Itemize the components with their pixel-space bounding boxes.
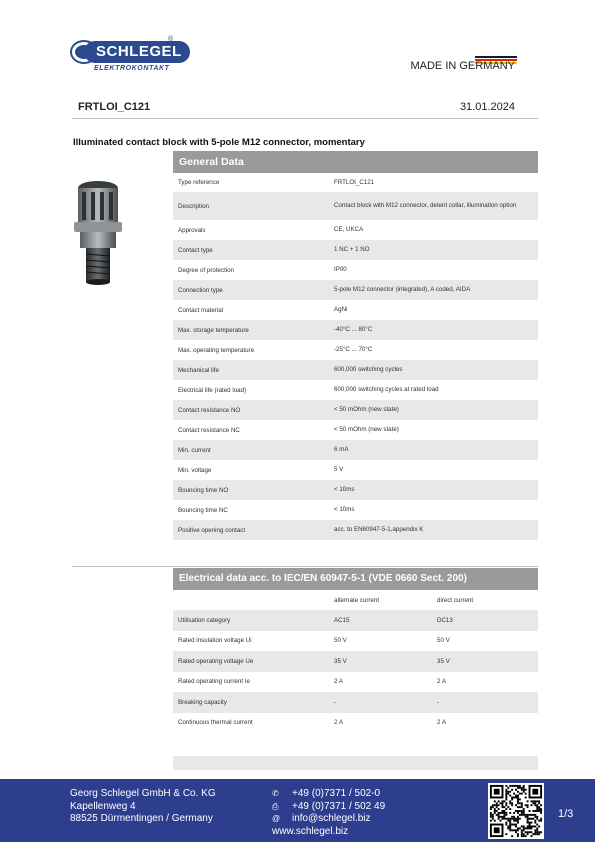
table-row	[173, 400, 538, 420]
qr-code[interactable]	[488, 783, 544, 839]
row-label: Type reference	[178, 179, 220, 186]
row-label: Contact type	[178, 246, 213, 254]
table-row	[173, 240, 538, 260]
street: Kapellenweg 4	[70, 800, 136, 812]
table-row	[173, 692, 538, 713]
dc-value: 2 A	[437, 719, 446, 727]
email-link[interactable]: info@schlegel.biz	[292, 813, 371, 824]
row-value: < 50 mOhm (new state)	[334, 406, 399, 413]
row-label: Degree of protection	[178, 266, 235, 274]
row-value: < 10ms	[334, 486, 355, 493]
row-label: Rated operating current Ie	[178, 678, 250, 686]
table-row	[173, 360, 538, 380]
row-label: Electrical life (rated load)	[178, 386, 247, 394]
document-id: FRTLOI_C121	[78, 101, 151, 113]
row-value: AgNi	[334, 306, 348, 313]
electrical-data-table	[173, 568, 538, 733]
row-label: Utilisation category	[178, 616, 231, 624]
website-link[interactable]: www.schlegel.biz	[272, 825, 349, 837]
ac-value: 50 V	[334, 637, 347, 645]
table-row	[173, 631, 538, 652]
row-label: Connection type	[178, 286, 223, 294]
ac-value: 35 V	[334, 657, 347, 665]
row-label: Bouncing time NC	[178, 506, 228, 514]
table-row	[173, 320, 538, 340]
email-icon: @	[272, 814, 281, 823]
row-label: Continuous thermal current	[178, 719, 253, 727]
phone-number[interactable]: +49 (0)7371 / 502-0	[292, 788, 381, 799]
electrical-column-headers	[173, 590, 538, 610]
row-label: Positive opening contact	[178, 526, 246, 534]
table-row	[173, 260, 538, 280]
table-end-band	[173, 756, 538, 770]
dc-value: 2 A	[437, 678, 446, 686]
ac-value: -	[334, 698, 337, 706]
row-value: IP00	[334, 266, 347, 273]
row-value: FRTLOI_C121	[334, 178, 375, 186]
table-row	[173, 192, 538, 220]
row-label: Contact material	[178, 306, 224, 314]
general-data-rows	[173, 173, 538, 540]
row-value: < 10ms	[334, 506, 355, 513]
row-value: < 50 mOhm (new state)	[334, 426, 399, 433]
row-label: Min. current	[178, 446, 211, 454]
row-label: Contact resistance NC	[178, 426, 240, 434]
row-value: 5 V	[334, 466, 344, 473]
row-value: Contact block with M12 connector, detent collar, illumination option	[334, 202, 517, 209]
footer	[0, 779, 595, 842]
electrical-data-rows	[173, 610, 538, 733]
dc-value: 35 V	[437, 657, 450, 665]
row-label: Breaking capacity	[178, 698, 227, 706]
company-name: Georg Schlegel GmbH & Co. KG	[70, 788, 216, 799]
row-label: Contact resistance NO	[178, 406, 241, 414]
product-image	[60, 172, 140, 292]
row-label: Approvals	[178, 226, 206, 234]
section-divider	[72, 566, 538, 567]
table-row	[173, 280, 538, 300]
column-header-dc: direct current	[437, 596, 474, 604]
row-label: Mechanical life	[178, 366, 219, 374]
made-in-germany-label: MADE IN GERMANY	[410, 60, 515, 72]
row-label: Bouncing time NO	[178, 486, 229, 494]
company-logo	[70, 38, 180, 74]
product-title: Illuminated contact block with 5-pole M12 connector, momentary	[73, 137, 365, 148]
row-label: Max. operating temperature	[178, 346, 255, 354]
fax-icon: ⎙	[272, 801, 279, 811]
table-row	[173, 380, 538, 400]
table-row	[173, 460, 538, 480]
row-value: acc. to EN60947-5-1,appendix K	[334, 526, 424, 533]
table-row	[173, 672, 538, 693]
page-number: 1/3	[558, 808, 574, 820]
table-row	[173, 520, 538, 540]
dc-value: -	[437, 698, 440, 706]
general-data-table	[173, 151, 538, 540]
row-label: Max. storage temperature	[178, 326, 249, 334]
dc-value: DC13	[437, 616, 453, 624]
row-label: Rated operating voltage Ue	[178, 657, 254, 665]
dc-value: 50 V	[437, 637, 450, 645]
ac-value: AC15	[334, 616, 350, 624]
row-value: 600,000 switching cycles at rated load	[334, 386, 439, 393]
table-row	[173, 610, 538, 631]
general-data-heading: General Data	[173, 151, 538, 173]
table-row	[173, 713, 538, 734]
table-row	[173, 220, 538, 240]
row-value: 6 mA	[334, 446, 349, 453]
ac-value: 2 A	[334, 678, 343, 686]
table-row	[173, 300, 538, 320]
ac-value: 2 A	[334, 719, 343, 727]
table-row	[173, 340, 538, 360]
row-value: 5-pole M12 connector (integrated), A coded, AIDA	[334, 286, 471, 293]
row-value: -25°C ... 70°C	[334, 346, 373, 353]
table-row	[173, 651, 538, 672]
row-value: 1 NC + 1 NO	[334, 246, 370, 253]
header-divider	[72, 118, 538, 119]
logo-wordmark: SCHLEGEL	[84, 41, 190, 63]
phone-icon: ✆	[272, 789, 279, 798]
row-label: Rated insulation voltage Ui	[178, 637, 252, 645]
row-value: 600,000 switching cycles	[334, 366, 403, 373]
column-header-ac: alternate current	[334, 596, 380, 604]
table-row	[173, 440, 538, 460]
flag-stripe-black	[475, 56, 517, 58]
table-row	[173, 500, 538, 520]
footer-contacts	[272, 788, 385, 838]
table-row	[173, 173, 538, 192]
footer-address	[70, 788, 216, 826]
city: 88525 Dürmentingen / Germany	[70, 813, 213, 824]
document-date: 31.01.2024	[459, 101, 515, 113]
logo-registered-mark: ®	[168, 36, 174, 43]
table-row	[173, 480, 538, 500]
table-row	[173, 420, 538, 440]
row-value: CE, UKCA	[334, 226, 364, 233]
row-value: -40°C ... 80°C	[334, 326, 373, 333]
fax-number: +49 (0)7371 / 502 49	[292, 800, 386, 812]
electrical-data-heading: Electrical data acc. to IEC/EN 60947-5-1 (VDE 0660 Sect. 200)	[173, 568, 538, 590]
row-label: Description	[178, 202, 209, 210]
logo-subtitle: ELEKTROKONTAKT	[94, 65, 170, 72]
row-label: Min. voltage	[178, 466, 212, 474]
